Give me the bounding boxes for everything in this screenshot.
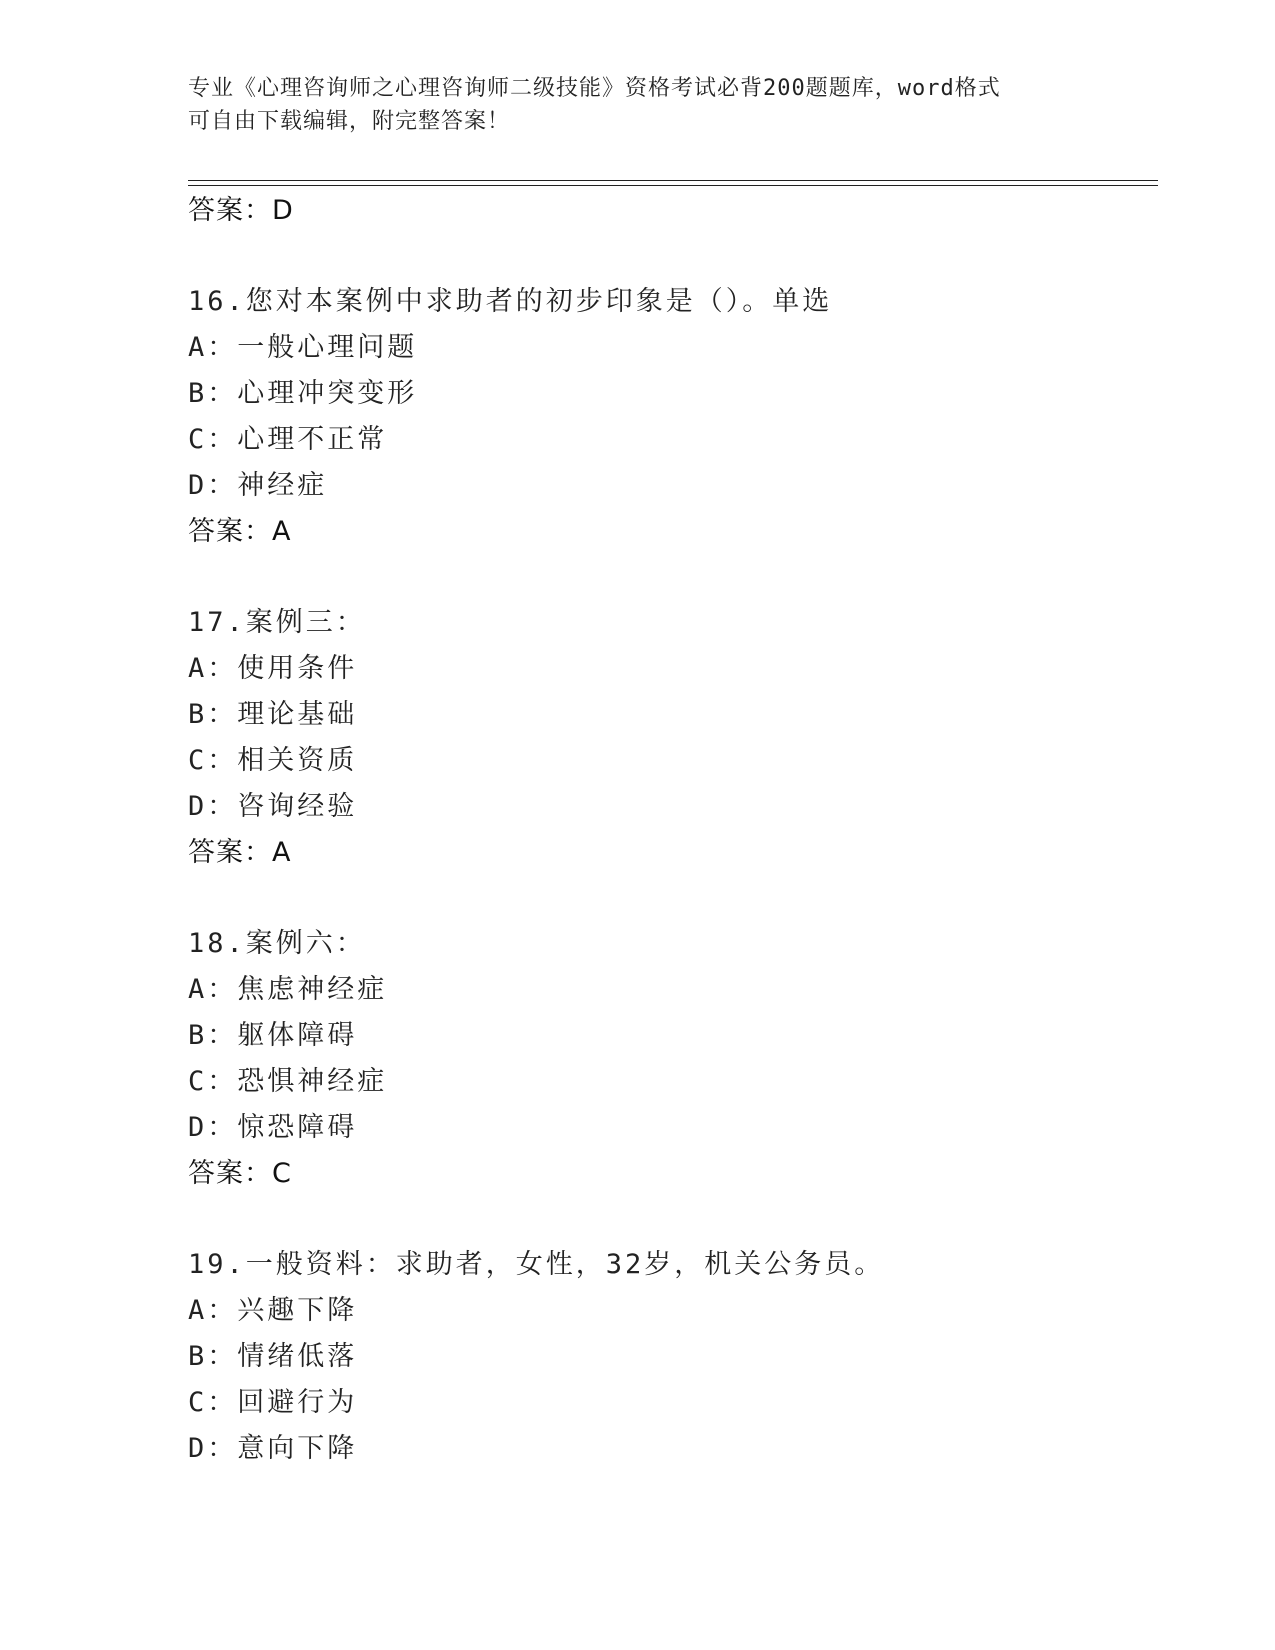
header-divider-top <box>188 180 1158 181</box>
question-stem: 17.案例三： <box>188 607 366 638</box>
spacer <box>188 234 1148 279</box>
option-c: C：恐惧神经症 <box>188 1066 388 1097</box>
spacer <box>188 1197 1148 1242</box>
document-header <box>188 72 1088 138</box>
question-stem: 19.一般资料：求助者，女性，32岁，机关公务员。 <box>188 1249 885 1280</box>
option-a: A：使用条件 <box>188 653 358 684</box>
option-c: C：心理不正常 <box>188 424 388 455</box>
question-answer: 答案：A <box>188 516 292 547</box>
option-a: A：焦虑神经症 <box>188 974 388 1005</box>
option-a: A：一般心理问题 <box>188 332 418 363</box>
question-19 <box>188 1242 1148 1472</box>
question-answer: 答案：C <box>188 1158 292 1189</box>
option-c: C：回避行为 <box>188 1387 358 1418</box>
question-18 <box>188 921 1148 1197</box>
question-16 <box>188 279 1148 555</box>
previous-answer: 答案：D <box>188 195 294 226</box>
question-stem: 18.案例六： <box>188 928 366 959</box>
option-b: B：情绪低落 <box>188 1341 358 1372</box>
option-d: D：神经症 <box>188 470 328 501</box>
question-stem: 16.您对本案例中求助者的初步印象是（）。单选 <box>188 286 833 317</box>
header-divider-bottom <box>188 185 1158 186</box>
option-c: C：相关资质 <box>188 745 358 776</box>
option-b: B：理论基础 <box>188 699 358 730</box>
option-d: D：咨询经验 <box>188 791 358 822</box>
question-list <box>188 188 1148 1472</box>
option-d: D：惊恐障碍 <box>188 1112 358 1143</box>
spacer <box>188 555 1148 600</box>
option-a: A：兴趣下降 <box>188 1295 358 1326</box>
option-b: B：躯体障碍 <box>188 1020 358 1051</box>
spacer <box>188 876 1148 921</box>
header-line-2: 可自由下载编辑，附完整答案！ <box>188 109 511 134</box>
option-d: D：意向下降 <box>188 1433 358 1464</box>
header-line-1: 专业《心理咨询师之心理咨询师二级技能》资格考试必背200题题库，word格式 <box>188 76 1001 101</box>
question-answer: 答案：A <box>188 837 292 868</box>
question-17 <box>188 600 1148 876</box>
option-b: B：心理冲突变形 <box>188 378 418 409</box>
